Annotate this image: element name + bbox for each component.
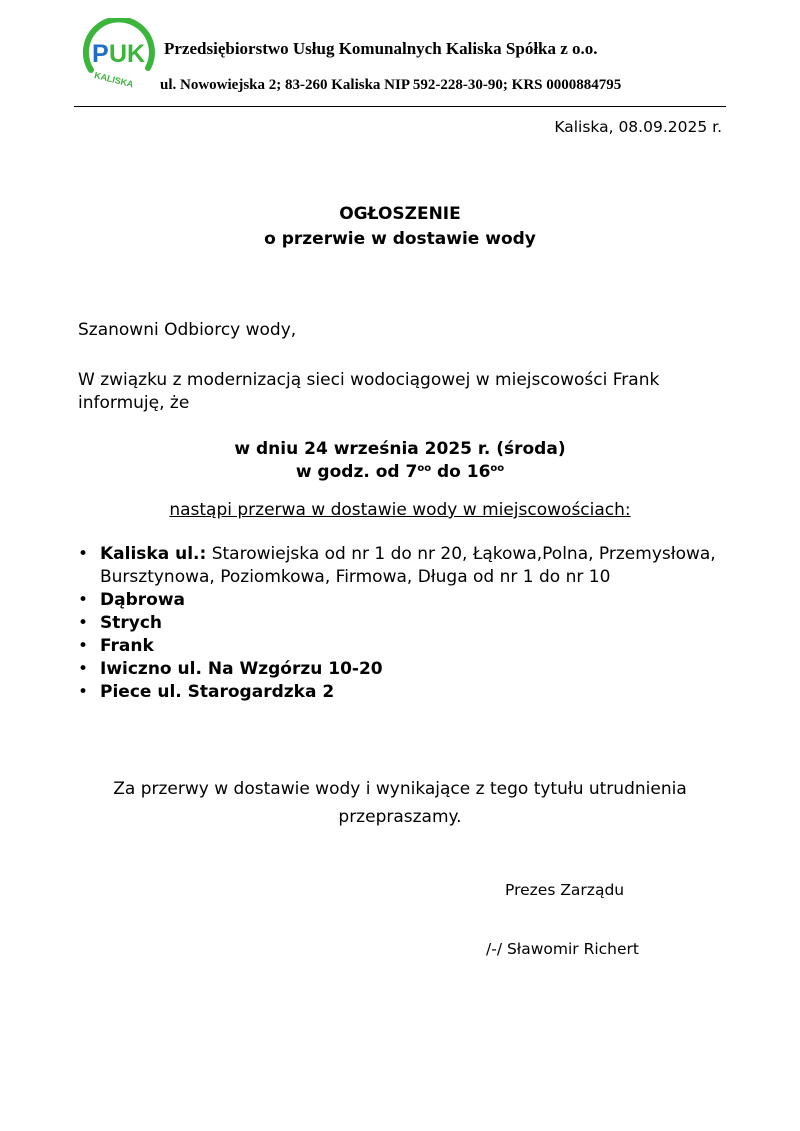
bullet-icon: •	[78, 613, 89, 633]
list-item	[78, 681, 718, 704]
bullet-icon: •	[78, 682, 89, 702]
outage-date: w dniu 24 września 2025 r. (środa)	[234, 439, 566, 459]
intro-paragraph: W związku z modernizacją sieci wodociągowej w miejscowości Frank informuję, że	[78, 370, 660, 413]
location-name: Piece ul. Starogardzka 2	[100, 682, 335, 702]
time-from: w godz. od 7	[295, 462, 418, 482]
bullet-icon: •	[78, 590, 89, 610]
list-item	[78, 635, 718, 658]
time-to: do 16	[431, 462, 491, 482]
location-name: Kaliska ul.:	[100, 544, 207, 564]
signature-role: Prezes Zarządu	[505, 881, 625, 899]
bullet-icon: •	[78, 544, 89, 564]
location-name: Strych	[100, 613, 163, 633]
location-name: Frank	[100, 636, 154, 656]
time-from-minutes: oo	[417, 463, 432, 474]
document-subtitle: o przerwie w dostawie wody	[264, 229, 536, 249]
time-to-minutes: oo	[490, 463, 505, 474]
location-name: Iwiczno ul. Na Wzgórzu 10-20	[100, 659, 383, 679]
list-item	[78, 612, 718, 635]
closing-line-2: przepraszamy.	[338, 807, 462, 827]
document-title: OGŁOSZENIE	[339, 204, 461, 224]
outage-time	[0, 462, 800, 482]
closing-paragraph	[0, 775, 800, 831]
closing-line-1: Za przerwy w dostawie wody i wynikające z tego tytułu utrudnienia	[113, 779, 687, 799]
bullet-icon: •	[78, 636, 89, 656]
list-item	[78, 589, 718, 612]
header-divider	[74, 106, 726, 107]
logo-text-p: P	[92, 40, 109, 68]
location-streets: Starowiejska od nr 1 do nr 20, Łąkowa,Polna, Przemysłowa, Bursztynowa, Poziomkowa, Firmowa, Długa od nr 1 do nr 10	[100, 544, 716, 587]
list-item	[78, 543, 718, 589]
outage-notice: nastąpi przerwa w dostawie wody w miejscowościach:	[169, 500, 631, 520]
signature-name: /-/ Sławomir Richert	[486, 940, 639, 958]
company-logo	[82, 18, 156, 92]
logo-sub-text: KALISKA	[93, 70, 135, 90]
company-name: Przedsiębiorstwo Usług Komunalnych Kaliska Spółka z o.o.	[164, 39, 598, 58]
company-address: ul. Nowowiejska 2; 83-260 Kaliska NIP 592-228-30-90; KRS 0000884795	[160, 77, 622, 93]
document-date: Kaliska, 08.09.2025 r.	[554, 118, 722, 136]
location-name: Dąbrowa	[100, 590, 185, 610]
list-item	[78, 658, 718, 681]
greeting: Szanowni Odbiorcy wody,	[78, 320, 297, 340]
locations-list	[78, 543, 718, 704]
bullet-icon: •	[78, 659, 89, 679]
logo-text-uk: UK	[109, 40, 146, 68]
